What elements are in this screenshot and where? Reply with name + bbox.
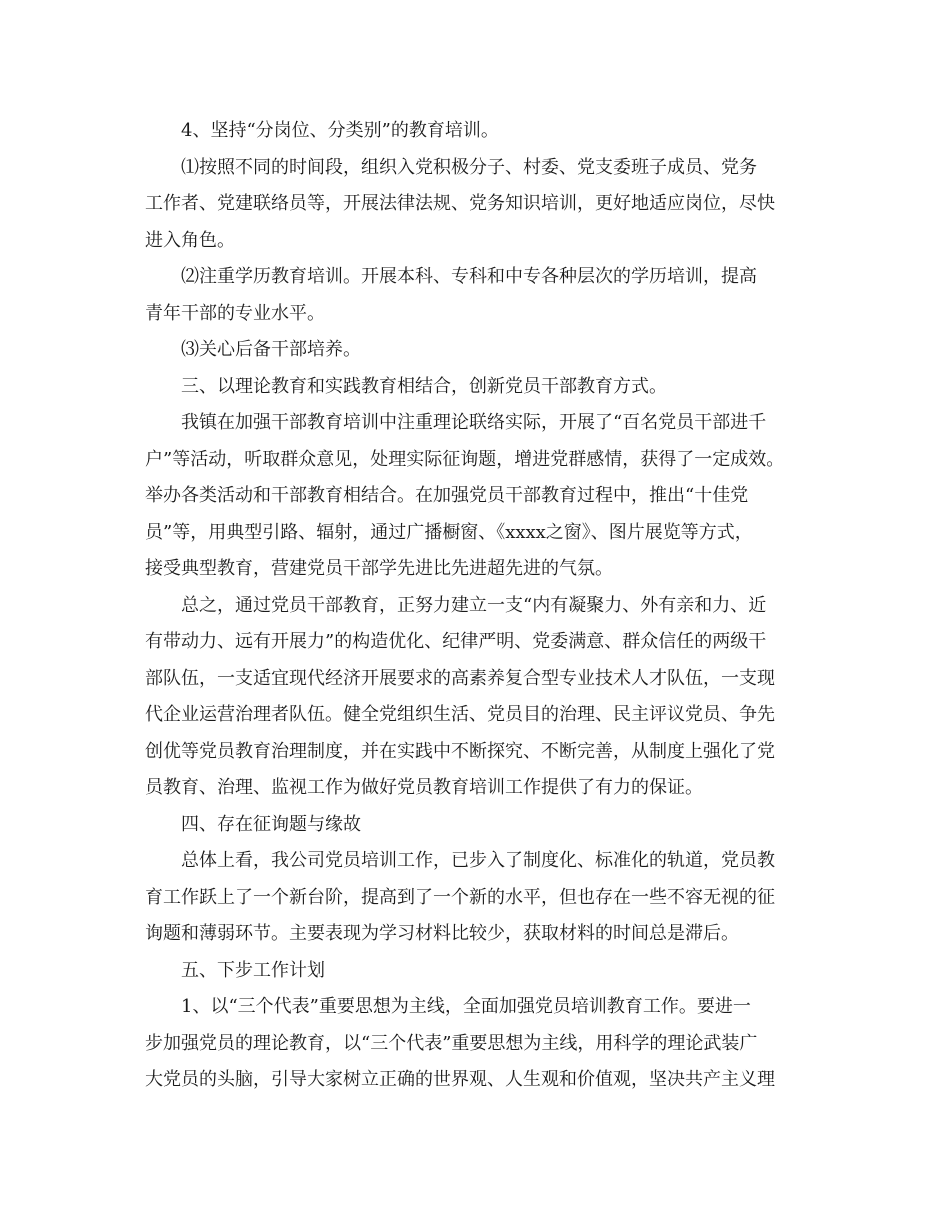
section-heading: 四、存在征询题与缘故 [181, 813, 361, 835]
text-line: 青年干部的专业水平。 [145, 302, 325, 324]
text-line: 户”等活动，听取群众意见，处理实际征询题，增进党群感情，获得了一定成效。 [145, 448, 785, 470]
text-line: 大党员的头脑，引导大家树立正确的世界观、人生观和价值观，坚决共产主义理 [145, 1069, 775, 1090]
text-line: 创优等党员教育治理制度，并在实践中不断探究、不断完善，从制度上强化了党 [145, 740, 775, 762]
text-line: ⑴按照不同的时间段，组织入党积极分子、村委、党支委班子成员、党务 [181, 156, 757, 178]
text-line: 总之，通过党员干部教育，正努力建立一支“内有凝聚力、外有亲和力、近 [181, 594, 767, 616]
section-heading: 三、以理论教育和实践教育相结合，创新党员干部教育方式。 [181, 375, 667, 397]
text-line: 育工作跃上了一个新台阶，提高到了一个新的水平，但也存在一些不容无视的征 [145, 886, 775, 908]
text-line: 4、坚持“分岗位、分类别”的教育培训。 [181, 120, 499, 141]
text-line: ⑶关心后备干部培养。 [181, 339, 361, 360]
text-line: 工作者、党建联络员等，开展法律法规、党务知识培训，更好地适应岗位，尽快 [145, 193, 775, 214]
text-line: 询题和薄弱环节。主要表现为学习材料比较少，获取材料的时间总是滞后。 [145, 923, 739, 944]
text-line: 员教育、治理、监视工作为做好党员教育培训工作提供了有力的保证。 [145, 777, 703, 798]
text-line: 接受典型教育，营建党员干部学先进比先进超先进的气氛。 [145, 558, 613, 579]
text-line: 员”等，用典型引路、辐射，通过广播橱窗、《xxxx之窗》、图片展览等方式， [145, 521, 753, 543]
text-line: 举办各类活动和干部教育相结合。在加强党员干部教育过程中，推出“十佳党 [145, 485, 749, 506]
text-line: 有带动力、远有开展力”的构造优化、纪律严明、党委满意、群众信任的两级干 [145, 631, 767, 652]
text-line: 1、以“三个代表”重要思想为主线，全面加强党员培训教育工作。要进一 [181, 996, 751, 1017]
document-body [145, 113, 810, 1099]
text-line: 代企业运营治理者队伍。健全党组织生活、党员目的治理、民主评议党员、争先 [145, 704, 775, 725]
text-line: 部队伍，一支适宜现代经济开展要求的高素养复合型专业技术人才队伍，一支现 [145, 667, 775, 689]
text-line: 总体上看，我公司党员培训工作，已步入了制度化、标准化的轨道，党员教 [181, 850, 775, 871]
text-line: ⑵注重学历教育培训。开展本科、专科和中专各种层次的学历培训，提高 [181, 266, 757, 287]
text-line: 进入角色。 [145, 229, 235, 251]
text-line: 步加强党员的理论教育，以“三个代表”重要思想为主线，用科学的理论武装广 [145, 1032, 758, 1054]
section-heading: 五、下步工作计划 [181, 959, 325, 981]
text-line: 我镇在加强干部教育培训中注重理论联络实际，开展了“百名党员干部进千 [181, 412, 767, 433]
